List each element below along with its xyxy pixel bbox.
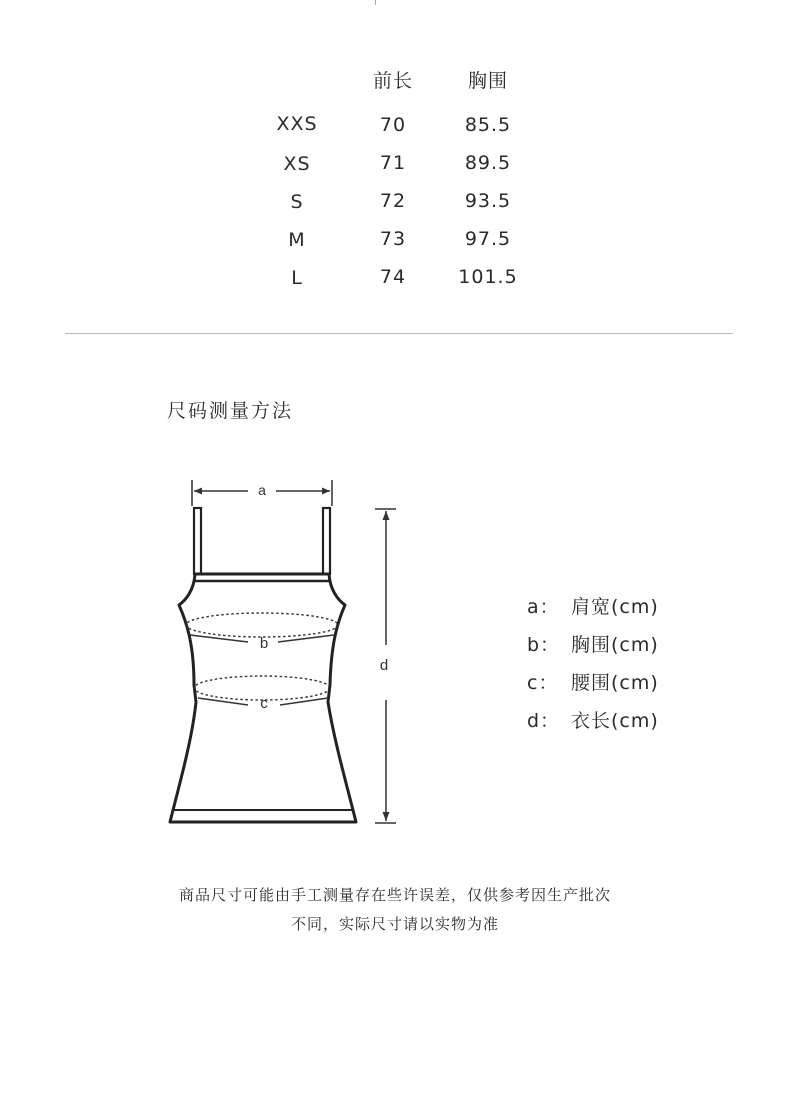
straps: [194, 508, 330, 574]
row-xxs-front-length: 70: [379, 114, 407, 136]
waist-marker: [194, 676, 330, 712]
row-xxs-size: XXS: [276, 113, 318, 135]
legend-label-shoulder: 肩宽(cm): [571, 596, 659, 618]
legend-item-waist: [527, 668, 659, 706]
row-xs-bust: 89.5: [464, 152, 512, 174]
measure-title: 尺码测量方法: [167, 400, 294, 422]
header-bust: 胸围: [467, 70, 508, 92]
row-s-size: S: [290, 191, 304, 213]
bust-marker: [186, 613, 338, 652]
row-s-front-length: 72: [379, 190, 407, 212]
header-front-length: 前长: [372, 70, 413, 92]
measure-legend: [527, 592, 659, 744]
section-divider: [65, 333, 733, 334]
label-a: a: [258, 482, 266, 498]
legend-key-d: d：: [527, 710, 561, 732]
legend-label-waist: 腰围(cm): [571, 672, 659, 694]
row-xs-front-length: 71: [379, 152, 407, 174]
legend-label-length: 衣长(cm): [571, 710, 659, 732]
disclaimer-line-1: 商品尺寸可能由手工测量存在些许误差，仅供参考因生产批次: [178, 886, 611, 904]
legend-key-c: c：: [527, 672, 559, 694]
legend-key-a: a：: [527, 596, 560, 618]
row-xs-size: XS: [283, 153, 311, 175]
row-l-front-length: 74: [379, 266, 407, 288]
row-xxs-bust: 85.5: [464, 114, 512, 136]
label-c: c: [260, 695, 268, 712]
row-m-front-length: 73: [379, 228, 407, 250]
row-m-bust: 97.5: [464, 228, 512, 250]
disclaimer-line-2: 不同，实际尺寸请以实物为准: [290, 915, 499, 933]
legend-item-shoulder: [527, 592, 659, 630]
row-s-bust: 93.5: [464, 190, 512, 212]
legend-item-length: [527, 706, 659, 744]
legend-label-bust: 胸围(cm): [571, 634, 659, 656]
row-l-size: L: [291, 267, 303, 289]
legend-item-bust: [527, 630, 659, 668]
camisole-diagram: [150, 470, 420, 840]
row-l-bust: 101.5: [458, 266, 518, 288]
length-marker: [375, 509, 396, 823]
shoulder-width-marker: [192, 480, 332, 506]
label-d: d: [379, 657, 389, 674]
legend-key-b: b：: [527, 634, 561, 656]
label-b: b: [259, 635, 269, 652]
row-m-size: M: [288, 229, 306, 251]
size-table: [0, 0, 790, 300]
